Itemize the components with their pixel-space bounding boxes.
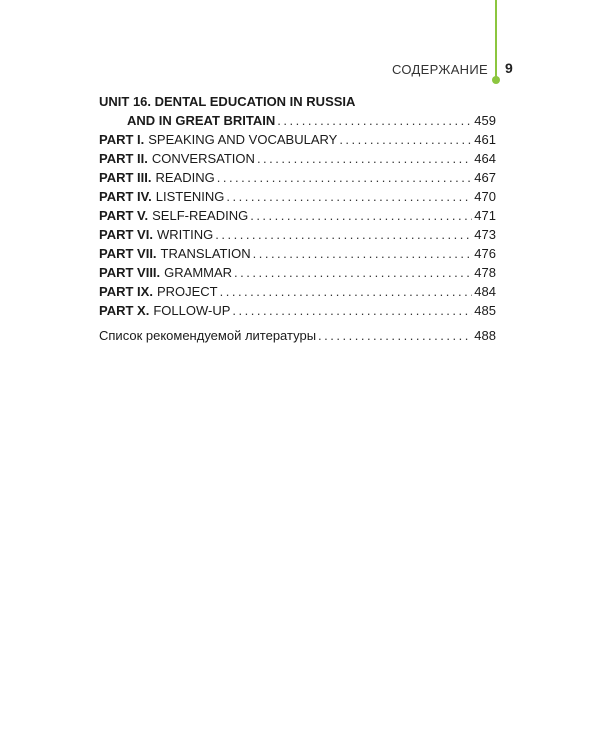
accent-dot: [492, 76, 500, 84]
toc-part-title: TRANSLATION: [160, 246, 251, 261]
dot-leader: [277, 111, 472, 130]
dot-leader: [253, 244, 473, 263]
toc-entry-part[interactable]: [99, 244, 496, 263]
toc-page-number: 467: [474, 170, 496, 185]
toc-entry-title: Список рекомендуемой литературы: [99, 328, 317, 343]
toc-part-number: PART VIII.: [99, 265, 161, 280]
toc-part-number: PART VI.: [99, 227, 153, 242]
toc-part-number: PART VII.: [99, 246, 157, 261]
toc-page-number: 488: [474, 328, 496, 343]
toc-entry-part[interactable]: [99, 282, 496, 301]
toc-part-number: PART IV.: [99, 189, 152, 204]
toc-entry-part[interactable]: [99, 263, 496, 282]
toc-page-number: 484: [474, 284, 496, 299]
toc-page-number: 471: [474, 208, 496, 223]
toc-entry-part[interactable]: [99, 130, 496, 149]
toc-part-number: PART II.: [99, 151, 148, 166]
toc-part-title: GRAMMAR: [164, 265, 233, 280]
dot-leader: [226, 187, 472, 206]
table-of-contents: [99, 92, 496, 345]
toc-part-title: CONVERSATION: [151, 151, 255, 166]
accent-rule: [495, 0, 497, 78]
toc-page-number: 461: [474, 132, 496, 147]
toc-part-number: PART IX.: [99, 284, 153, 299]
toc-page-number: 470: [474, 189, 496, 204]
toc-page-number: 459: [474, 113, 496, 128]
dot-leader: [220, 282, 473, 301]
dot-leader: [318, 326, 472, 345]
toc-part-number: PART I.: [99, 132, 145, 147]
toc-part-title: FOLLOW-UP: [153, 303, 231, 318]
toc-part-number: PART III.: [99, 170, 152, 185]
toc-entry-part[interactable]: [99, 149, 496, 168]
toc-page-number: 478: [474, 265, 496, 280]
toc-page-number: 473: [474, 227, 496, 242]
toc-page-number: 464: [474, 151, 496, 166]
dot-leader: [215, 225, 472, 244]
dot-leader: [234, 263, 472, 282]
toc-part-title: WRITING: [156, 227, 214, 242]
toc-part-title: SELF-READING: [152, 208, 249, 223]
toc-entry-part[interactable]: [99, 206, 496, 225]
toc-part-title: LISTENING: [155, 189, 225, 204]
toc-part-title: PROJECT: [156, 284, 218, 299]
toc-page-number: 485: [474, 303, 496, 318]
unit-title: UNIT 16. DENTAL EDUCATION IN RUSSIA: [99, 94, 356, 109]
toc-part-title: READING: [155, 170, 215, 185]
dot-leader: [232, 301, 472, 320]
dot-leader: [250, 206, 472, 225]
running-head: СОДЕРЖАНИЕ: [391, 62, 488, 77]
dot-leader: [217, 168, 473, 187]
toc-entry-part[interactable]: [99, 225, 496, 244]
toc-entry-part[interactable]: [99, 168, 496, 187]
toc-part-number: PART V.: [99, 208, 149, 223]
toc-entry-part[interactable]: [99, 301, 496, 320]
dot-leader: [339, 130, 472, 149]
unit-title-line2[interactable]: [99, 111, 496, 130]
toc-entry-bibliography[interactable]: [99, 326, 496, 345]
page-number: 9: [505, 60, 513, 76]
toc-part-title: SPEAKING AND VOCABULARY: [148, 132, 338, 147]
unit-title-continuation: AND IN GREAT BRITAIN: [127, 113, 276, 128]
toc-part-number: PART X.: [99, 303, 150, 318]
dot-leader: [257, 149, 472, 168]
toc-page-number: 476: [474, 246, 496, 261]
toc-entry-part[interactable]: [99, 187, 496, 206]
